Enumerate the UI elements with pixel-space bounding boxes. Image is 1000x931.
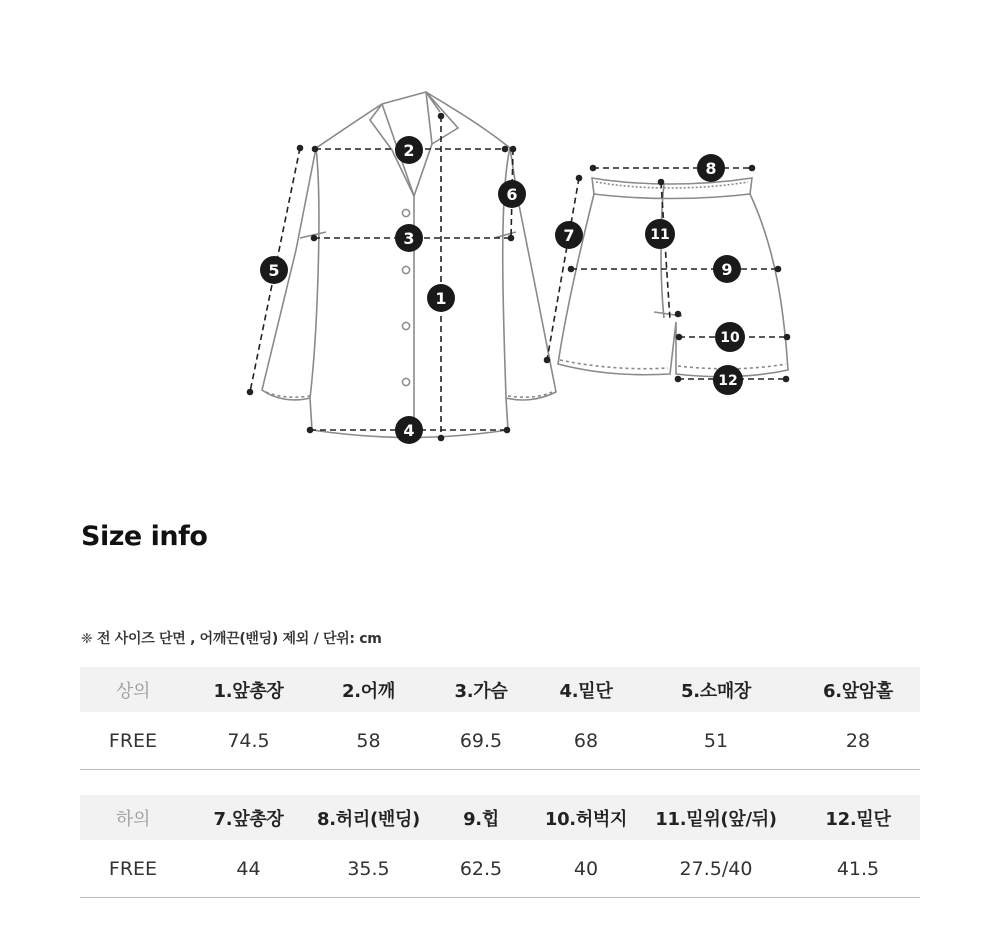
bottom-category-label: 하의 (115, 808, 151, 830)
badge-1 (427, 284, 455, 312)
shorts-illustration (558, 178, 788, 377)
top-header-cell: 6.앞암홀 (822, 680, 894, 702)
badge-7 (555, 221, 583, 249)
top-size-label: FREE (108, 729, 158, 752)
svg-text:3: 3 (403, 229, 415, 248)
svg-text:7: 7 (563, 226, 575, 245)
top-value-cell: 68 (573, 729, 599, 752)
bottom-value-cell: 44 (236, 857, 261, 880)
svg-text:12: 12 (718, 373, 738, 389)
top-header-cell: 4.밑단 (559, 680, 613, 702)
top-size-table (80, 667, 920, 770)
top-value-cell: 74.5 (227, 729, 270, 752)
bottom-value-cell: 40 (573, 857, 599, 880)
top-value-cell: 58 (356, 729, 381, 752)
top-value-cell: 69.5 (459, 729, 503, 752)
bottom-value-cell: 27.5/40 (679, 857, 753, 880)
top-category-label: 상의 (115, 680, 151, 702)
badge-2 (395, 136, 423, 164)
bottom-size-table (80, 795, 920, 898)
badge-10 (715, 322, 745, 352)
bottom-value-cell: 62.5 (459, 857, 503, 880)
shirt-button (402, 322, 409, 329)
bottom-header-cell: 10.허벅지 (544, 808, 628, 830)
svg-text:11: 11 (650, 227, 670, 243)
section-title: Size info (81, 521, 208, 552)
svg-text:6: 6 (506, 185, 518, 204)
bottom-size-label: FREE (108, 857, 158, 880)
top-value-cell: 28 (845, 729, 871, 752)
top-value-cell: 51 (703, 729, 729, 752)
top-header-cell: 3.가슴 (454, 680, 508, 702)
bottom-table-data-row (80, 840, 920, 898)
svg-text:4: 4 (403, 421, 415, 440)
bottom-header-cell: 8.허리(밴딩) (317, 808, 420, 830)
svg-text:8: 8 (705, 159, 717, 178)
svg-text:10: 10 (720, 330, 740, 346)
svg-text:1: 1 (435, 289, 447, 308)
badge-8 (697, 154, 725, 182)
bottom-header-cell: 12.밑단 (825, 808, 891, 830)
svg-text:9: 9 (721, 260, 733, 279)
badge-11 (645, 219, 675, 249)
badge-4 (395, 416, 423, 444)
shirt-button (402, 209, 409, 216)
bottom-value-cell: 41.5 (836, 857, 880, 880)
shirt-button (402, 266, 409, 273)
bottom-header-cell: 11.밑위(앞/뒤) (655, 808, 777, 830)
svg-text:5: 5 (268, 261, 280, 280)
top-header-cell: 1.앞총장 (213, 680, 284, 702)
shirt-button (402, 378, 409, 385)
badge-6 (498, 180, 526, 208)
badge-5 (260, 256, 288, 284)
bottom-table-header-row (80, 795, 920, 840)
top-table-header-row (80, 667, 920, 712)
bottom-header-cell: 7.앞총장 (213, 808, 284, 830)
badge-12 (713, 365, 743, 395)
bottom-value-cell: 35.5 (347, 857, 390, 880)
badge-9 (713, 255, 741, 283)
bottom-header-cell: 9.힙 (463, 808, 499, 830)
top-header-cell: 2.어깨 (342, 680, 395, 702)
measurement-note: ❈ 전 사이즈 단면 , 어깨끈(밴딩) 제외 / 단위: cm (81, 631, 382, 647)
top-header-cell: 5.소매장 (680, 680, 752, 702)
top-table-data-row (80, 712, 920, 770)
badge-3 (395, 224, 423, 252)
svg-text:2: 2 (403, 141, 415, 160)
